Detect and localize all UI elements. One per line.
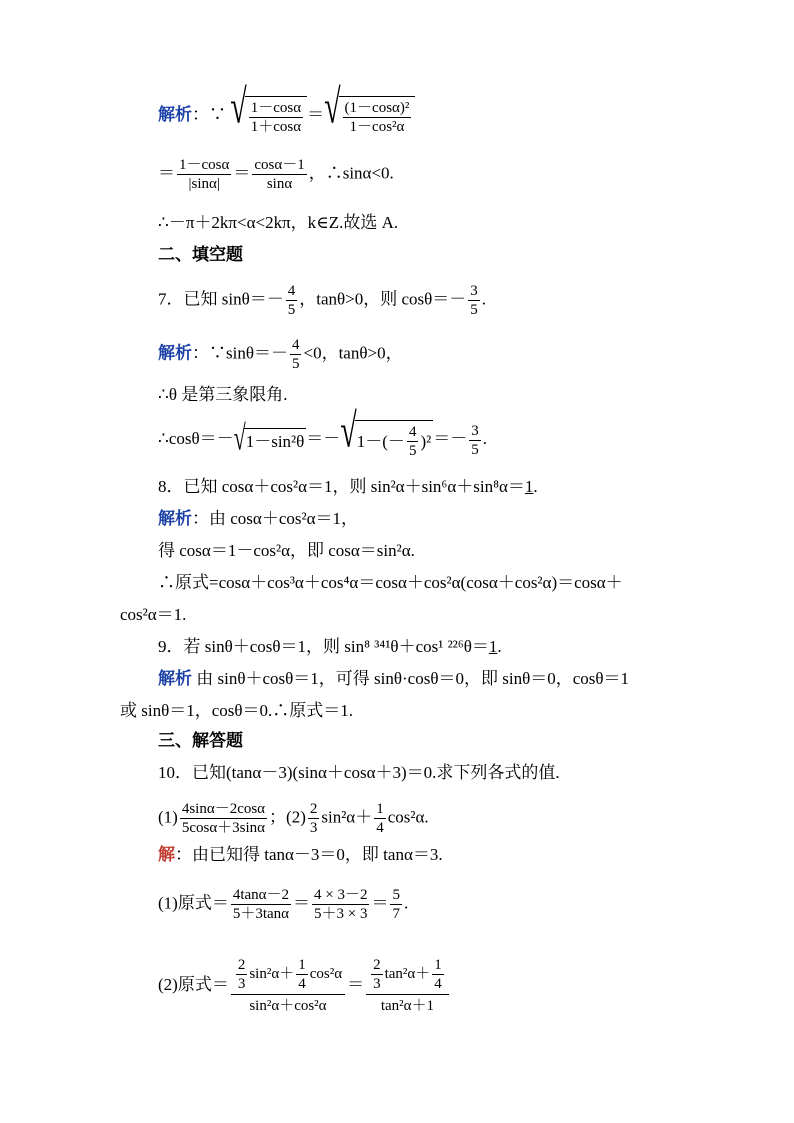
solution-label: 解析 [158, 343, 192, 363]
q8-solution-line2: 得 cosα＝1－cos²α，即 cosα＝sin²α. [158, 541, 415, 560]
q8-solution-line4: cos²α＝1. [120, 605, 187, 624]
compound-fraction: $\frac{2}{3}$ tan²α＋ $\frac{1}{4}$ tan²α＋1 [366, 956, 449, 1016]
fraction: $\frac{1}{4}$ [376, 801, 384, 836]
solution-label: 解析 [158, 509, 192, 528]
q8-solution-line1: 解析：由 cosα＋cos²α＝1， [158, 509, 358, 528]
q10-parts: (1) $\frac{4\sin\alpha-2\cos\alpha}{5\cos\alpha+3\sin\alpha}$ ；(2) $\frac{2}{3}$ sin²α＋ $\frac{1}{4}$ cos²α. [158, 801, 429, 836]
fraction: 4 5 [408, 424, 417, 459]
sqrt-expression: √ 1－cosα 1＋cosα [230, 96, 307, 136]
solution-label: 解 [158, 845, 175, 864]
sqrt-expression: √ 1－ (－ 4 5 ) ² [340, 404, 432, 459]
q9-stem: 9．若 sinθ＋cosθ＝1，则 sin⁸ ³⁴¹θ＋cos¹ ²²⁶θ＝1. [158, 637, 502, 656]
q10-solution-part1: (1)原式＝ $\frac{4\tan\alpha-2}{5+3\tan\alpha}$ ＝ $\frac{4 \times 3-2}{5+3 \times 3}$ ＝ $\frac{5}{7}$ . [158, 887, 409, 922]
q9-solution-line1: 解析 由 sinθ＋cosθ＝1，可得 sinθ·cosθ＝0，即 sinθ＝0，cosθ＝1 [158, 669, 630, 688]
q7-solution-line3: ∴cosθ＝－ √ 1－sin²θ ＝－ √ 1－ (－ 4 5 ) ² ＝－ $\frac{3}{5}$ . [158, 404, 487, 459]
section-heading-fill-blank: 二、填空题 [158, 245, 243, 264]
fraction: $\frac{2}{3}$ [309, 801, 318, 836]
section-heading-solve: 三、解答题 [158, 731, 243, 750]
fraction: $\frac{3}{5}$ [471, 422, 479, 458]
q8-solution-line3: ∴原式=cosα＋cos³α＋cos⁴α＝cosα＋cos²α(cosα＋cos²α)＝cosα＋ [158, 573, 623, 592]
q10-solution-part2: (2)原式＝ $\frac{2}{3}$ sin²α＋ $\frac{1}{4}$ cos²α sin²α＋cos²α ＝ $\frac{2}{3}$ tan²α＋ $\frac{1}{4}$ tan²α＋1 [158, 956, 451, 1016]
fraction: $\frac{5}{7}$ [392, 887, 400, 922]
q6-solution-line2: ＝ $\frac{1-\cos\alpha}{|\sin\alpha|}$ ＝ $\frac{\cos\alpha-1}{\sin\alpha}$ ，∴sinα<0. [158, 157, 394, 192]
compound-fraction: $\frac{2}{3}$ sin²α＋ $\frac{1}{4}$ cos²α sin²α＋cos²α [231, 956, 345, 1016]
fraction: 1－cosα 1＋cosα [250, 100, 302, 135]
fraction: $\frac{4 \times 3-2}{5+3 \times 3}$ [314, 887, 368, 922]
fraction: $\frac{4}{5}$ [287, 283, 296, 318]
q9-solution-line2: 或 sinθ＝1，cosθ＝0.∴原式＝1. [120, 701, 354, 720]
fraction: $\frac{2}{3}$ [373, 957, 381, 992]
answer: 1 [488, 637, 498, 656]
q6-solution-line1: 解析：∵ √ 1－cosα 1＋cosα ＝ √ (1－cosα)² 1－cos²α [158, 96, 415, 136]
fraction: $\frac{\cos\alpha-1}{\sin\alpha}$ [254, 157, 305, 192]
sqrt-expression: √ 1－sin²θ [233, 416, 305, 457]
answer: 1 [524, 477, 534, 496]
q8-stem: 8．已知 cosα＋cos²α＝1，则 sin²α＋sin⁶α＋sin⁸α＝1. [158, 477, 538, 496]
fraction: $\frac{1}{4}$ [434, 957, 442, 992]
fraction: $\frac{4}{5}$ [291, 337, 300, 372]
answer-fraction: $\frac{3}{5}$ [470, 283, 478, 318]
solution-label: 解析 [158, 104, 192, 124]
fraction: $\frac{4\tan\alpha-2}{5+3\tan\alpha}$ [232, 887, 290, 922]
fraction: $\frac{4\sin\alpha-2\cos\alpha}{5\cos\alpha+3\sin\alpha}$ [181, 801, 266, 836]
q7-stem: 7．已知 sinθ＝－ $\frac{4}{5}$ ，tanθ>0，则 cosθ＝－ $\frac{3}{5}$ . [158, 283, 487, 318]
q7-solution-line1: 解析：∵sinθ＝－ $\frac{4}{5}$ <0，tanθ>0， [158, 337, 403, 372]
q10-stem: 10．已知(tanα－3)(sinα＋cosα＋3)＝0.求下列各式的值. [158, 763, 560, 782]
fraction: $\frac{2}{3}$ [237, 957, 246, 992]
fraction: (1－cosα)² 1－cos²α [344, 100, 410, 135]
fraction: $\frac{1-\cos\alpha}{|\sin\alpha|}$ [179, 157, 230, 192]
sqrt-expression: √ (1－cosα)² 1－cos²α [324, 96, 415, 136]
fraction: $\frac{1}{4}$ [298, 957, 306, 992]
solution-label: 解析 [158, 669, 192, 688]
q10-solution-line1: 解：由已知得 tanα－3＝0，即 tanα＝3. [158, 845, 443, 864]
q7-solution-line2: ∴θ 是第三象限角. [158, 385, 288, 404]
q6-solution-line3: ∴－π＋2kπ<α<2kπ，k∈Z.故选 A. [158, 213, 399, 232]
